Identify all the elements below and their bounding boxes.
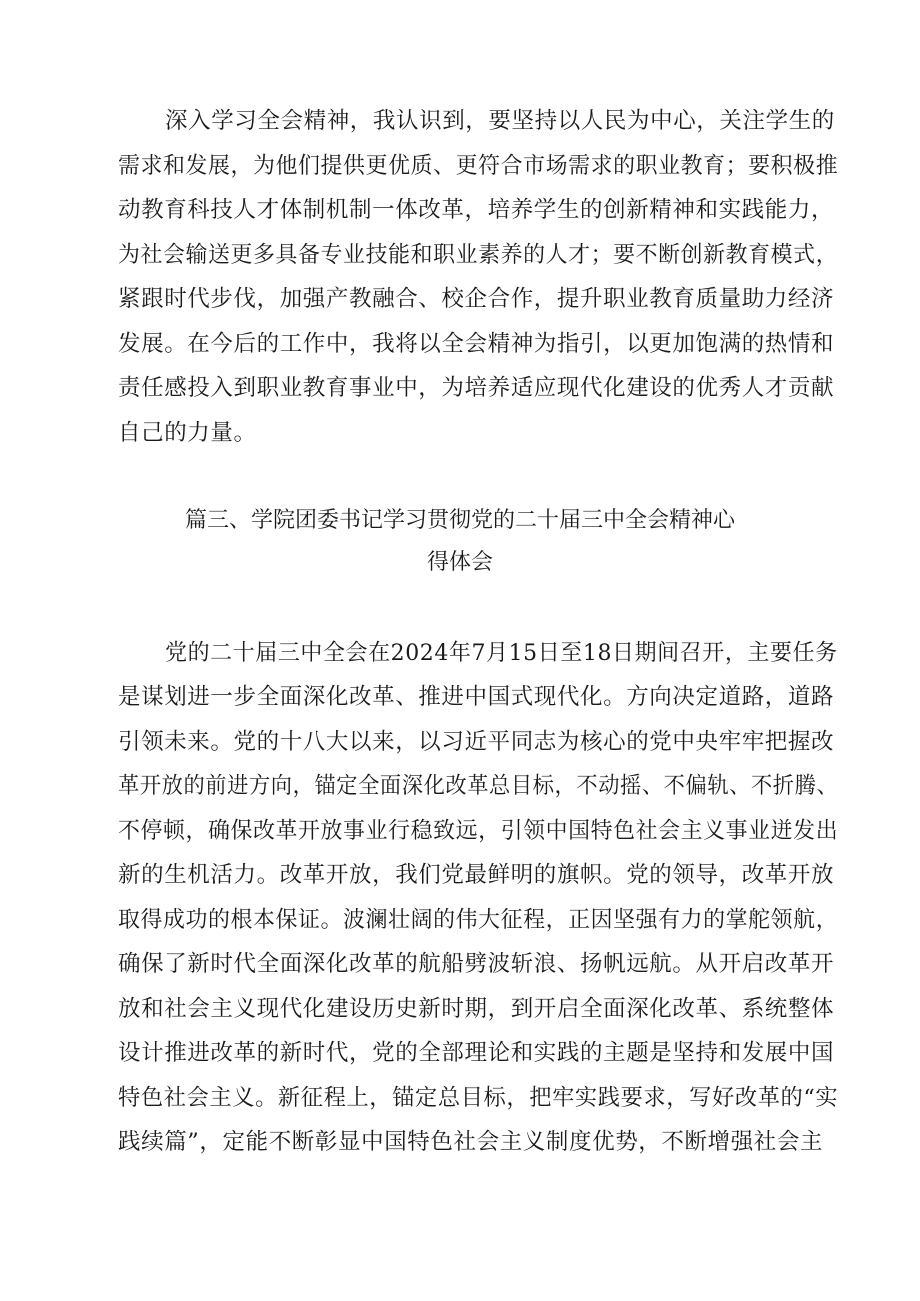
section-heading-line1: 篇三、学院团委书记学习贯彻党的二十届三中全会精神心 bbox=[184, 508, 735, 533]
paragraph2-line: 新的生机活力。改革开放，我们党最鲜明的旗帜。党的领导，改革开放 bbox=[118, 862, 835, 888]
paragraph2-line: 确保了新时代全面深化改革的航船劈波斩浪、扬帆远航。从开启改革开 bbox=[118, 951, 835, 977]
paragraph1-line: 为社会输送更多具备专业技能和职业素养的人才；要不断创新教育模式， bbox=[118, 242, 839, 268]
paragraph2-line: 践续篇”，定能不断彰显中国特色社会主义制度优势，不断增强社会主 bbox=[118, 1129, 824, 1155]
paragraph1-line: 需求和发展，为他们提供更优质、更符合市场需求的职业教育；要积极推 bbox=[118, 153, 839, 179]
paragraph2-line: 取得成功的根本保证。波澜壮阔的伟大征程，正因坚强有力的掌舵领航， bbox=[118, 907, 839, 933]
section-heading-line2: 得体会 bbox=[426, 550, 493, 575]
paragraph2-line: 革开放的前进方向，锚定全面深化改革总目标，不动摇、不偏轨、不折腾、 bbox=[118, 773, 839, 799]
paragraph1-line: 自己的力量。 bbox=[118, 420, 257, 446]
paragraph2-line: 放和社会主义现代化建设历史新时期，到开启全面深化改革、系统整体 bbox=[118, 996, 835, 1022]
paragraph2-line: 引领未来。党的十八大以来，以习近平同志为核心的党中央牢牢把握改 bbox=[118, 729, 835, 755]
paragraph1-line: 责任感投入到职业教育事业中，为培养适应现代化建设的优秀人才贡献 bbox=[118, 375, 835, 401]
paragraph2-line: 特色社会主义。新征程上，锚定总目标，把牢实践要求，写好改革的“实 bbox=[118, 1085, 839, 1111]
paragraph1-line: 紧跟时代步伐，加强产教融合、校企合作，提升职业教育质量助力经济 bbox=[118, 286, 835, 312]
paragraph1-line: 动教育科技人才体制机制一体改革，培养学生的创新精神和实践能力， bbox=[118, 197, 835, 223]
paragraph1-line: 发展。在今后的工作中，我将以全会精神为指引，以更加饱满的热情和 bbox=[118, 331, 835, 357]
paragraph1-line: 深入学习全会精神，我认识到，要坚持以人民为中心，关注学生的 bbox=[165, 108, 835, 134]
paragraph2-line: 不停顿，确保改革开放事业行稳致远，引领中国特色社会主义事业迸发出 bbox=[118, 818, 839, 844]
paragraph2-line: 设计推进改革的新时代，党的全部理论和实践的主题是坚持和发展中国 bbox=[118, 1040, 835, 1066]
paragraph2-line: 是谋划进一步全面深化改革、推进中国式现代化。方向决定道路，道路 bbox=[118, 684, 835, 710]
paragraph2-line: 党的二十届三中全会在2024年7月15日至18日期间召开，主要任务 bbox=[165, 640, 838, 666]
